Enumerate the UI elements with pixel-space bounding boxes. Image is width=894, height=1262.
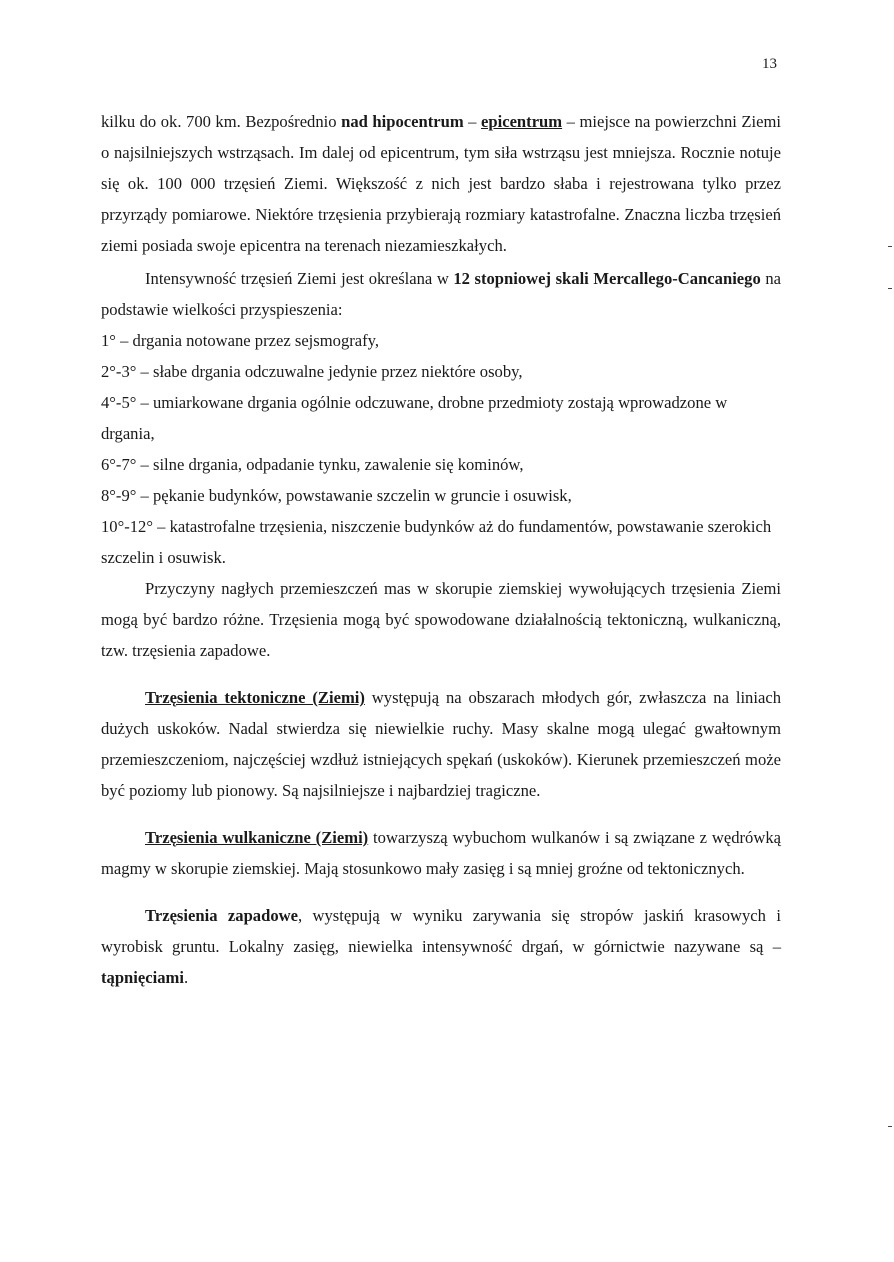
- page-number: 13: [762, 56, 777, 72]
- text-run: towarzyszą wybuchom wulkanów i są związane z wędrówką magmy w skorupie ziemskiej. Mają stosunkowo mały zasięg i są mniej groźne od tektonicznych.: [101, 828, 781, 878]
- paragraph-volcanic: [101, 822, 781, 884]
- text-run: Intensywność trzęsień Ziemi jest określana w: [145, 269, 454, 288]
- margin-mark: [888, 246, 892, 247]
- text-run: –: [463, 112, 481, 131]
- paragraph-intensity: [101, 263, 781, 325]
- bold-term-hipocentrum: nad hipocentrum: [341, 112, 464, 131]
- paragraph-tectonic: [101, 682, 781, 806]
- text-run: .: [183, 968, 189, 987]
- scale-item: 2°-3° – słabe drgania odczuwalne jedynie przez niektóre osoby,: [101, 362, 523, 381]
- bold-underlined-term-epicentrum: epicentrum: [481, 112, 563, 131]
- scale-item: 4°-5° – umiarkowane drgania ogólnie odczuwane, drobne przedmioty zostają wprowadzone w drgania,: [101, 393, 728, 443]
- paragraph-collapse: [101, 900, 781, 993]
- text-run: kilku do ok. 700 km. Bezpośrednio: [101, 112, 342, 131]
- scale-item: 8°-9° – pękanie budynków, powstawanie szczelin w gruncie i osuwisk,: [101, 486, 572, 505]
- heading-term-collapse: Trzęsienia zapadowe: [145, 906, 298, 925]
- text-run: na podstawie wielkości przyspieszenia:: [101, 269, 781, 319]
- text-run: występują na obszarach młodych gór, zwłaszcza na liniach dużych uskoków. Nadal stwierdza się niewielkie ruchy. Masy skalne mogą ulegać gwałtownym przemieszczeniom, najczęściej wzdłuż istniejących spękań (uskoków). Kierunek przemieszczeń może być poziomy lub pionowy. Są najsilniejsze i najbardziej tragiczne.: [101, 688, 781, 800]
- text-run: – miejsce na powierzchni Ziemi o najsilniejszych wstrząsach. Im dalej od epicentrum, tym siła wstrząsu jest mniejsza. Rocznie notuje się ok. 100 000 trzęsień Ziemi. Większość z nich jest bardzo słaba i rejestrowana tylko przez przyrządy pomiarowe. Niektóre trzęsienia przybierają rozmiary katastrofalne. Znaczna liczba trzęsień ziemi posiada swoje epicentra na terenach niezamieszkałych.: [101, 112, 782, 255]
- margin-mark: [888, 1126, 892, 1127]
- bold-term-tapniecia: tąpnięciami: [101, 968, 184, 987]
- document-body: [101, 106, 781, 993]
- bold-term-mercalli-scale: 12 stopniowej skali Mercallego-Cancaniego: [453, 269, 761, 288]
- intensity-scale-list: [101, 325, 781, 573]
- paragraph-causes: Przyczyny nagłych przemieszczeń mas w skorupie ziemskiej wywołujących trzęsienia Ziemi mogą być bardzo różne. Trzęsienia mogą być spowodowane działalnością tektoniczną, wulkaniczną, tzw. trzęsienia zapadowe.: [101, 579, 781, 660]
- heading-term-volcanic: Trzęsienia wulkaniczne (Ziemi): [145, 828, 369, 847]
- scale-item: 1° – drgania notowane przez sejsmografy,: [101, 331, 380, 350]
- scale-item: 6°-7° – silne drgania, odpadanie tynku, zawalenie się kominów,: [101, 455, 524, 474]
- margin-mark: [888, 288, 892, 289]
- heading-term-tectonic: Trzęsienia tektoniczne (Ziemi): [145, 688, 365, 707]
- scale-item: 10°-12° – katastrofalne trzęsienia, niszczenie budynków aż do fundamentów, powstawanie szerokich szczelin i osuwisk.: [101, 517, 772, 567]
- text-run: , występują w wyniku zarywania się stropów jaskiń krasowych i wyrobisk gruntu. Lokalny zasięg, niewielka intensywność drgań, w górnictwie nazywane są –: [101, 906, 781, 956]
- paragraph-epicentrum: [101, 106, 781, 261]
